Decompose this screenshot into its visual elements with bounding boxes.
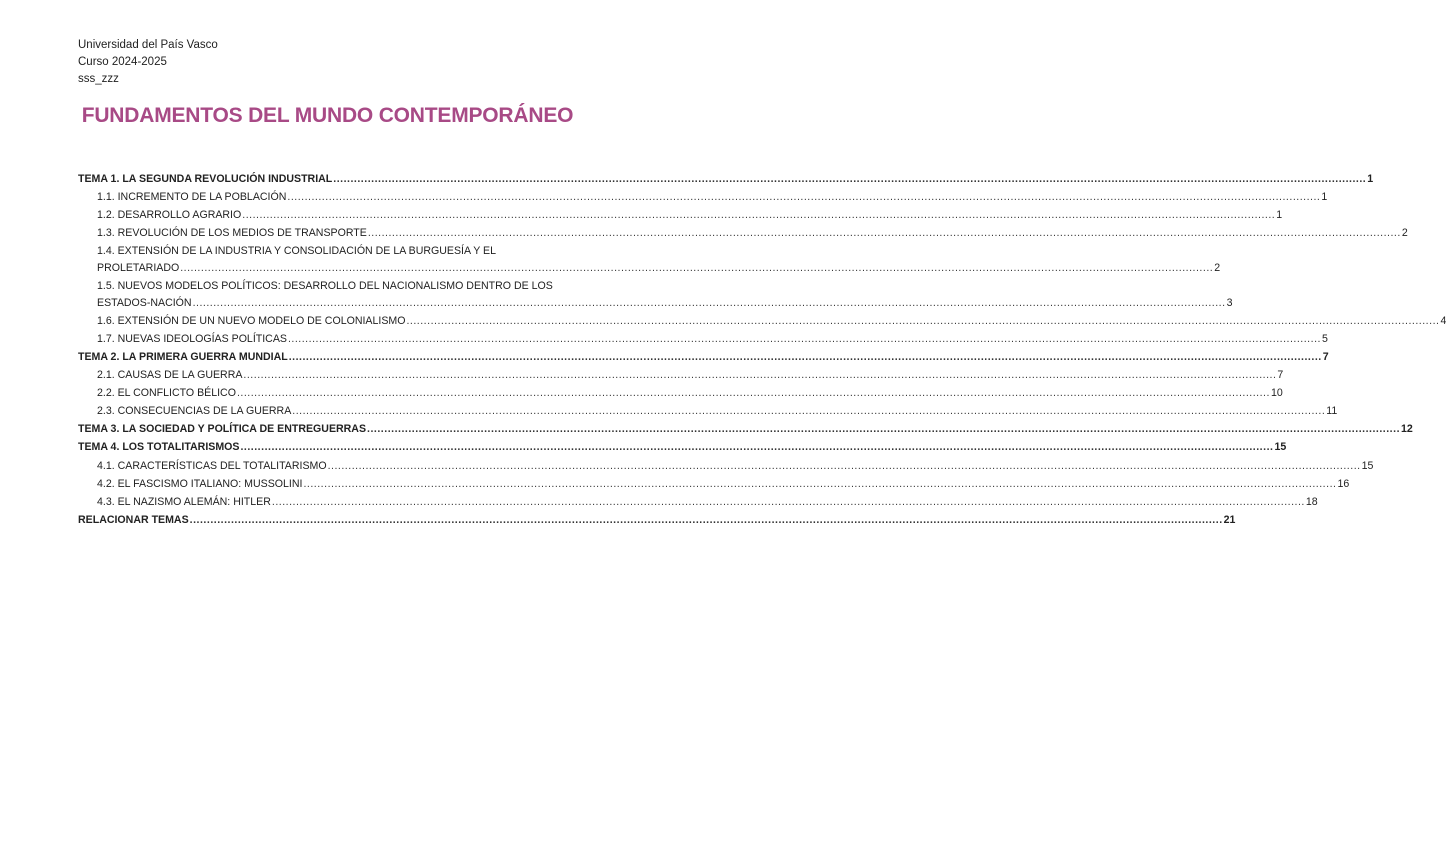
toc-dot-leader: ............................................................................................................................................................................................................................................................................................................ [292,405,1326,418]
document-title: FUNDAMENTOS DEL MUNDO CONTEMPORÁNEO [81,104,574,127]
toc-dot-leader: ............................................................................................................................................................................................................................................................................................................ [242,209,1276,222]
toc-chapter-link[interactable] [78,171,1374,188]
toc-section-link[interactable] [78,494,1318,511]
toc-dot-leader: ............................................................................................................................................................................................................................................................................................................ [192,296,1226,309]
toc-dot-leader: ............................................................................................................................................................................................................................................................................................................ [271,495,1305,508]
toc-section-link[interactable] [78,458,1374,475]
toc-page-number: 2 [1401,227,1408,240]
toc-entry-text: 2.3. CONSECUENCIAS DE LA GUERRA [97,405,292,418]
toc-chapter-link[interactable] [78,421,1413,438]
toc-dot-leader: ............................................................................................................................................................................................................................................................................................................ [288,350,1322,363]
toc-page-number: 15 [1361,459,1374,472]
toc-entry-text: TEMA 2. LA PRIMERA GUERRA MUNDIAL [78,350,288,363]
toc-dot-leader: ............................................................................................................................................................................................................................................................................................................ [287,332,1321,345]
header-course: Curso 2024-2025 [78,56,167,68]
toc-page-number: 11 [1326,405,1338,418]
toc-dot-leader: ............................................................................................................................................................................................................................................................................................................ [406,314,1440,327]
toc-dot-leader: ............................................................................................................................................................................................................................................................................................................ [287,191,1321,204]
toc-page-number: 18 [1305,495,1318,508]
toc-section-link[interactable] [78,189,1328,206]
toc-entry-text: 4.1. CARACTERÍSTICAS DEL TOTALITARISMO [97,459,327,472]
toc-page-number: 12 [1401,423,1413,436]
toc-entry-text: 1.2. DESARROLLO AGRARIO [97,209,242,222]
toc-section-link[interactable] [78,313,1446,330]
toc-page-number: 1 [1321,191,1328,204]
toc-entry-text: TEMA 4. LOS TOTALITARISMOS [78,441,240,454]
toc-entry-text: 1.7. NUEVAS IDEOLOGÍAS POLÍTICAS [97,332,287,345]
header-university: Universidad del País Vasco [78,39,218,51]
toc-entry-text: 4.2. EL FASCISMO ITALIANO: MUSSOLINI [97,477,303,490]
toc-entry-text: 4.3. EL NAZISMO ALEMÁN: HITLER [97,495,271,508]
toc-page-number: 1 [1276,209,1283,222]
toc-section-link[interactable] [78,225,1408,242]
toc-page-number: 4 [1440,314,1446,327]
toc-dot-leader: ............................................................................................................................................................................................................................................................................................................ [303,477,1337,490]
toc-dot-leader: ............................................................................................................................................................................................................................................................................................................ [333,173,1367,185]
toc-dot-leader: ............................................................................................................................................................................................................................................................................................................ [189,513,1223,526]
toc-section-link[interactable] [78,207,1283,224]
toc-section-link[interactable] [78,403,1338,420]
toc-entry-text: 1.3. REVOLUCIÓN DE LOS MEDIOS DE TRANSPORTE [97,227,367,240]
toc-entry-text: ESTADOS-NACIÓN [97,296,192,309]
toc-page-number: 5 [1321,332,1328,345]
toc-page-number: 15 [1274,441,1287,454]
toc-page-number: 1 [1367,173,1374,185]
toc-chapter-link[interactable] [78,439,1287,456]
toc-dot-leader: ............................................................................................................................................................................................................................................................................................................ [243,369,1277,382]
toc-page-number: 16 [1337,477,1350,490]
toc-entry-text: TEMA 1. LA SEGUNDA REVOLUCIÓN INDUSTRIAL [78,173,333,185]
toc-dot-leader: ............................................................................................................................................................................................................................................................................................................ [367,227,1401,240]
toc-chapter-link[interactable] [78,349,1329,366]
toc-entry-text: 1.1. INCREMENTO DE LA POBLACIÓN [97,191,287,204]
toc-section-link[interactable] [78,331,1328,348]
toc-entry-text-line1: 1.5. NUEVOS MODELOS POLÍTICOS: DESARROLLO DEL NACIONALISMO DENTRO DE LOS [97,280,553,293]
toc-page-number: 21 [1223,513,1236,526]
toc-page-number: 7 [1322,350,1329,363]
toc-entry-text-line1: 1.4. EXTENSIÓN DE LA INDUSTRIA Y CONSOLIDACIÓN DE LA BURGUESÍA Y EL [97,245,496,258]
toc-entry-text: RELACIONAR TEMAS [78,513,189,526]
toc-page-number: 3 [1226,296,1233,309]
toc-entry-text: TEMA 3. LA SOCIEDAD Y POLÍTICA DE ENTREGUERRAS [78,423,367,436]
toc-section-link[interactable] [78,278,1233,311]
toc-page-number: 7 [1277,369,1284,382]
toc-dot-leader: ............................................................................................................................................................................................................................................................................................................ [240,441,1274,454]
toc-dot-leader: ............................................................................................................................................................................................................................................................................................................ [236,387,1270,400]
toc-dot-leader: ............................................................................................................................................................................................................................................................................................................ [327,459,1361,472]
table-of-contents [78,171,1446,530]
toc-page-number: 10 [1270,387,1283,400]
toc-dot-leader: ............................................................................................................................................................................................................................................................................................................ [180,261,1214,274]
toc-entry-text: 1.6. EXTENSIÓN DE UN NUEVO MODELO DE COLONIALISMO [97,314,406,327]
toc-entry-text: 2.1. CAUSAS DE LA GUERRA [97,369,243,382]
toc-section-link[interactable] [78,385,1283,402]
toc-chapter-link[interactable] [78,512,1236,529]
toc-page-number: 2 [1214,261,1221,274]
header-author: sss_zzz [78,73,119,85]
toc-section-link[interactable] [78,476,1350,493]
toc-entry-text: 2.2. EL CONFLICTO BÉLICO [97,387,236,400]
toc-dot-leader: ............................................................................................................................................................................................................................................................................................................ [367,423,1401,436]
toc-section-link[interactable] [78,367,1284,384]
toc-section-link[interactable] [78,243,1221,276]
document-header [78,37,218,88]
toc-entry-text: PROLETARIADO [97,261,180,274]
